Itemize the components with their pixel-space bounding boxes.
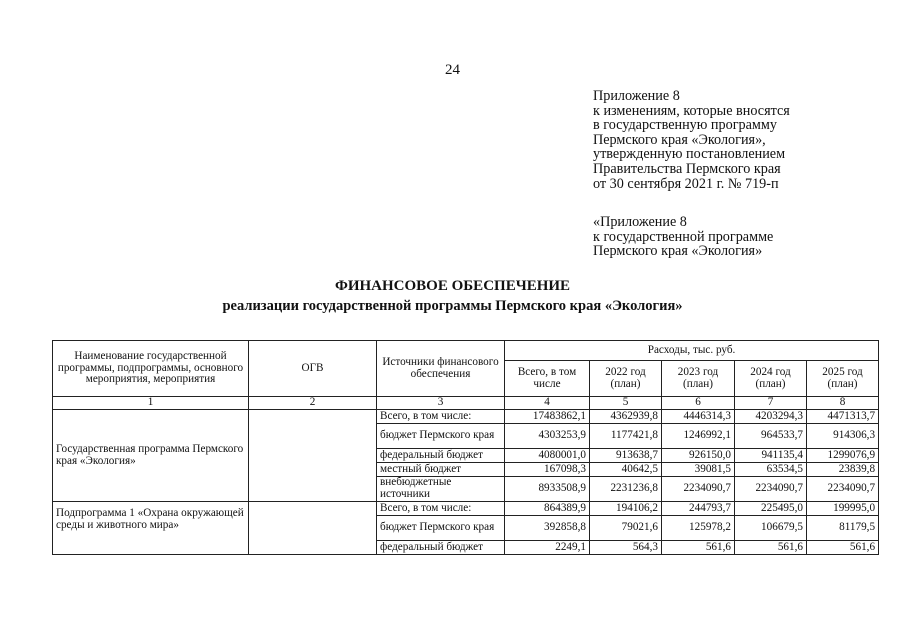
column-number: 7 [735, 397, 807, 410]
document-title: ФИНАНСОВОЕ ОБЕСПЕЧЕНИЕ [334, 278, 571, 294]
value-cell: 2249,1 [505, 541, 590, 555]
source-cell: внебюджетные источники [377, 477, 505, 502]
subprogram-ogv [249, 502, 377, 555]
value-cell: 913638,7 [590, 449, 662, 463]
value-cell: 964533,7 [735, 424, 807, 449]
column-number-row [53, 397, 879, 410]
value-cell: 40642,5 [590, 463, 662, 477]
header-name: Наименование государственной программы, подпрограммы, основного мероприятия, мероприятия [53, 341, 249, 397]
value-cell: 125978,2 [662, 516, 735, 541]
value-cell: 8933508,9 [505, 477, 590, 502]
value-cell: 2231236,8 [590, 477, 662, 502]
column-number: 8 [807, 397, 879, 410]
value-cell: 4080001,0 [505, 449, 590, 463]
header-total: Всего, в том числе [505, 361, 590, 397]
source-cell: федеральный бюджет [377, 541, 505, 555]
column-number: 5 [590, 397, 662, 410]
value-cell: 4362939,8 [590, 410, 662, 424]
appendix-line: Пермского края «Экология» [593, 243, 763, 260]
table-row [53, 410, 879, 424]
value-cell: 561,6 [807, 541, 879, 555]
value-cell: 225495,0 [735, 502, 807, 516]
column-number: 1 [53, 397, 249, 410]
value-cell: 392858,8 [505, 516, 590, 541]
document-subtitle: реализации государственной программы Пермского края «Экология» [222, 298, 683, 314]
column-number: 2 [249, 397, 377, 410]
appendix-line: к изменениям, которые вносятся [593, 102, 790, 119]
table-row [53, 502, 879, 516]
header-ogv: ОГВ [249, 341, 377, 397]
appendix-line: Приложение 8 [593, 88, 680, 104]
source-cell: Всего, в том числе: [377, 410, 505, 424]
value-cell: 914306,3 [807, 424, 879, 449]
value-cell: 4471313,7 [807, 410, 879, 424]
appendix-reference-program [593, 215, 773, 259]
value-cell: 63534,5 [735, 463, 807, 477]
appendix-line: от 30 сентября 2021 г. № 719-п [593, 175, 779, 192]
source-cell: федеральный бюджет [377, 449, 505, 463]
value-cell: 1299076,9 [807, 449, 879, 463]
source-cell: местный бюджет [377, 463, 505, 477]
financing-table [52, 340, 879, 555]
value-cell: 2234090,7 [735, 477, 807, 502]
column-number: 4 [505, 397, 590, 410]
header-sources: Источники финансового обеспечения [377, 341, 505, 397]
value-cell: 564,3 [590, 541, 662, 555]
appendix-reference-amendments [593, 89, 790, 191]
value-cell: 941135,4 [735, 449, 807, 463]
header-expenses: Расходы, тыс. руб. [505, 341, 879, 361]
value-cell: 2234090,7 [662, 477, 735, 502]
value-cell: 17483862,1 [505, 410, 590, 424]
value-cell: 1246992,1 [662, 424, 735, 449]
header-2022: 2022 год (план) [590, 361, 662, 397]
appendix-line: Пермского края «Экология», [593, 131, 766, 148]
source-cell: бюджет Пермского края [377, 516, 505, 541]
appendix-line: утвержденную постановлением [593, 146, 786, 163]
value-cell: 4446314,3 [662, 410, 735, 424]
value-cell: 23839,8 [807, 463, 879, 477]
header-2024: 2024 год (план) [735, 361, 807, 397]
value-cell: 2234090,7 [807, 477, 879, 502]
value-cell: 1177421,8 [590, 424, 662, 449]
value-cell: 39081,5 [662, 463, 735, 477]
page-number: 24 [445, 62, 460, 78]
value-cell: 4203294,3 [735, 410, 807, 424]
value-cell: 81179,5 [807, 516, 879, 541]
value-cell: 199995,0 [807, 502, 879, 516]
column-number: 3 [377, 397, 505, 410]
header-2023: 2023 год (план) [662, 361, 735, 397]
value-cell: 106679,5 [735, 516, 807, 541]
value-cell: 864389,9 [505, 502, 590, 516]
value-cell: 244793,7 [662, 502, 735, 516]
value-cell: 561,6 [735, 541, 807, 555]
column-number: 6 [662, 397, 735, 410]
appendix-line: к государственной программе [593, 228, 774, 245]
header-2025: 2025 год (план) [807, 361, 879, 397]
source-cell: Всего, в том числе: [377, 502, 505, 516]
value-cell: 167098,3 [505, 463, 590, 477]
appendix-line: Правительства Пермского края [593, 160, 781, 177]
value-cell: 561,6 [662, 541, 735, 555]
source-cell: бюджет Пермского края [377, 424, 505, 449]
program-name: Государственная программа Пермского края «Экология» [53, 410, 249, 502]
program-ogv [249, 410, 377, 502]
appendix-line: «Приложение 8 [593, 214, 687, 230]
appendix-line: в государственную программу [593, 117, 777, 134]
value-cell: 4303253,9 [505, 424, 590, 449]
value-cell: 926150,0 [662, 449, 735, 463]
subprogram-name: Подпрограмма 1 «Охрана окружающей среды и животного мира» [53, 502, 249, 555]
value-cell: 79021,6 [590, 516, 662, 541]
value-cell: 194106,2 [590, 502, 662, 516]
